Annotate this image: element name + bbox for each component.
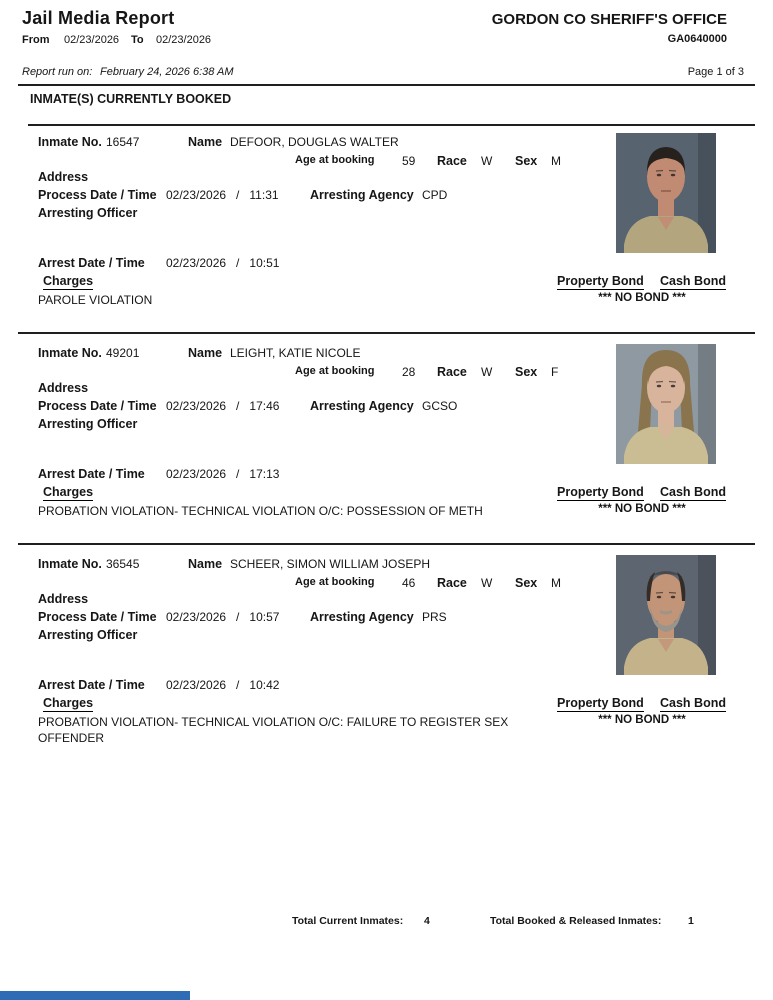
report-title: Jail Media Report xyxy=(22,8,175,28)
arresting-officer-label: Arresting Officer xyxy=(38,417,138,431)
arrest-date-time-value: 02/23/2026 / 10:51 xyxy=(166,256,280,270)
property-bond-label: Property Bond xyxy=(557,274,644,288)
inmate-no-value: 36545 xyxy=(106,557,140,571)
header-divider xyxy=(18,84,755,86)
total-current-inmates-value: 4 xyxy=(424,915,430,927)
charge-text: PROBATION VIOLATION- TECHNICAL VIOLATION O/C: POSSESSION OF METH xyxy=(38,504,483,518)
race-label: Race xyxy=(437,576,467,590)
process-date-time-value: 02/23/2026 / 17:46 xyxy=(166,399,280,413)
cash-bond-label: Cash Bond xyxy=(660,274,726,288)
arrest-date-time-label: Arrest Date / Time xyxy=(38,467,145,481)
arrest-date-time-value: 02/23/2026 / 17:13 xyxy=(166,467,280,481)
eye-shape xyxy=(671,596,675,599)
arresting-agency-label: Arresting Agency xyxy=(310,610,414,624)
charges-row xyxy=(0,503,773,520)
page-indicator: Page 1 of 3 xyxy=(687,66,744,78)
arresting-agency-value: CPD xyxy=(422,188,448,202)
process-date-time-value: 02/23/2026 / 10:57 xyxy=(166,610,280,624)
race-label: Race xyxy=(437,154,467,168)
record-divider xyxy=(18,332,755,334)
sex-label: Sex xyxy=(515,576,538,590)
name-label: Name xyxy=(188,346,223,360)
inmate-no-label: Inmate No. xyxy=(38,557,102,571)
charges-row xyxy=(0,714,773,750)
process-date-time-label: Process Date / Time xyxy=(38,610,157,624)
age-value: 46 xyxy=(402,576,416,590)
arresting-agency-label: Arresting Agency xyxy=(310,188,414,202)
age-at-booking-label: Age at booking xyxy=(295,365,375,377)
arresting-agency-value: GCSO xyxy=(422,399,458,413)
address-label: Address xyxy=(38,592,89,606)
inmate-no-label: Inmate No. xyxy=(38,135,102,149)
race-value: W xyxy=(481,154,493,168)
inmate-no-value: 16547 xyxy=(106,135,140,149)
process-date-time-value: 02/23/2026 / 11:31 xyxy=(166,188,279,202)
cash-bond-label: Cash Bond xyxy=(660,485,726,499)
age-at-booking-label: Age at booking xyxy=(295,576,375,588)
charges-label: Charges xyxy=(43,485,94,499)
mugshot-photo xyxy=(616,555,716,675)
bond-status: *** NO BOND *** xyxy=(598,503,686,515)
name-value: SCHEER, SIMON WILLIAM JOSEPH xyxy=(230,557,431,571)
from-date-value: 02/23/2026 xyxy=(64,34,120,46)
inmate-no-value: 49201 xyxy=(106,346,140,360)
sex-label: Sex xyxy=(515,154,538,168)
arrest-row xyxy=(0,467,773,484)
name-value: DEFOOR, DOUGLAS WALTER xyxy=(230,135,399,149)
cash-bond-label: Cash Bond xyxy=(660,696,726,710)
charge-text: PAROLE VIOLATION xyxy=(38,293,153,307)
bond-status: *** NO BOND *** xyxy=(598,292,686,304)
eye-shape xyxy=(671,174,675,177)
run-on-datetime: February 24, 2026 6:38 AM xyxy=(100,66,234,78)
arrest-row xyxy=(0,678,773,695)
charge-text: PROBATION VIOLATION- TECHNICAL VIOLATION O/C: FAILURE TO REGISTER SEX OFFENDER xyxy=(38,715,509,745)
section-title: INMATE(S) CURRENTLY BOOKED xyxy=(30,92,232,106)
office-name: GORDON CO SHERIFF'S OFFICE xyxy=(491,11,727,28)
process-date-time-label: Process Date / Time xyxy=(38,188,157,202)
eye-shape xyxy=(657,385,661,388)
address-label: Address xyxy=(38,170,89,184)
race-value: W xyxy=(481,365,493,379)
arresting-agency-value: PRS xyxy=(422,610,447,624)
name-value: LEIGHT, KATIE NICOLE xyxy=(230,346,361,360)
property-bond-label: Property Bond xyxy=(557,696,644,710)
eye-shape xyxy=(657,174,661,177)
section-divider xyxy=(28,124,755,126)
inmate-no-label: Inmate No. xyxy=(38,346,102,360)
sex-value: M xyxy=(551,576,561,590)
charges-header-row xyxy=(0,696,773,713)
total-current-inmates-label: Total Current Inmates: xyxy=(292,915,404,927)
mugshot-photo xyxy=(616,344,716,464)
charges-label: Charges xyxy=(43,274,94,288)
age-value: 28 xyxy=(402,365,416,379)
race-value: W xyxy=(481,576,493,590)
sex-label: Sex xyxy=(515,365,538,379)
sex-value: F xyxy=(551,365,559,379)
eye-shape xyxy=(657,596,661,599)
age-at-booking-label: Age at booking xyxy=(295,154,375,166)
charges-label: Charges xyxy=(43,696,94,710)
age-value: 59 xyxy=(402,154,416,168)
property-bond-label: Property Bond xyxy=(557,485,644,499)
inmate-record xyxy=(0,346,773,543)
process-date-time-label: Process Date / Time xyxy=(38,399,157,413)
bond-status: *** NO BOND *** xyxy=(598,714,686,726)
arresting-officer-label: Arresting Officer xyxy=(38,628,138,642)
arrest-date-time-value: 02/23/2026 / 10:42 xyxy=(166,678,280,692)
arrest-row xyxy=(0,256,773,273)
to-date-value: 02/23/2026 xyxy=(156,34,212,46)
address-label: Address xyxy=(38,381,89,395)
charges-header-row xyxy=(0,274,773,291)
eye-shape xyxy=(671,385,675,388)
charges-header-row xyxy=(0,485,773,502)
agency-code: GA0640000 xyxy=(667,33,727,45)
inmate-record xyxy=(0,135,773,332)
arresting-agency-label: Arresting Agency xyxy=(310,399,414,413)
inmate-record xyxy=(0,557,773,767)
charges-row xyxy=(0,292,773,309)
mugshot-photo xyxy=(616,133,716,253)
total-booked-released-label: Total Booked & Released Inmates: xyxy=(490,915,662,927)
from-label: From xyxy=(22,34,50,46)
arresting-officer-label: Arresting Officer xyxy=(38,206,138,220)
sex-value: M xyxy=(551,154,561,168)
name-label: Name xyxy=(188,135,223,149)
to-label: To xyxy=(131,34,144,46)
arrest-date-time-label: Arrest Date / Time xyxy=(38,678,145,692)
record-divider xyxy=(18,543,755,545)
name-label: Name xyxy=(188,557,223,571)
total-booked-released-value: 1 xyxy=(688,915,694,927)
arrest-date-time-label: Arrest Date / Time xyxy=(38,256,145,270)
race-label: Race xyxy=(437,365,467,379)
run-on-label: Report run on: xyxy=(22,66,93,78)
bottom-bar xyxy=(0,991,190,1000)
